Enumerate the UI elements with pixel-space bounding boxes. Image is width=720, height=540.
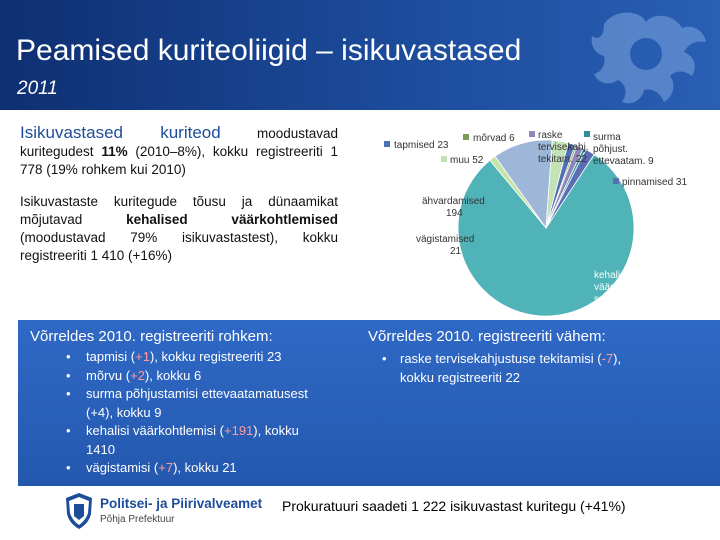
label-pinnamised: pinnamised 31	[622, 177, 688, 188]
year-subtitle: 2011	[17, 78, 58, 99]
intro-p2-text-b: (moodustavad 79% isikuvastastest), kokku registreeriti 1 410 (+16%)	[20, 230, 338, 263]
less-list	[382, 350, 718, 387]
label-ahvardamised-1: ähvardamised	[422, 196, 485, 207]
muu-marker	[441, 156, 447, 162]
label-raske-3: tekitam. 22	[538, 154, 587, 165]
intro-text-b: (2010–8%), kokku registreeriti 1 778 (19% rohkem kui 2010)	[20, 144, 338, 177]
label-surma-1: surma	[593, 132, 621, 143]
pie-chart	[360, 118, 720, 318]
org-name: Politsei- ja Piirivalveamet	[100, 496, 263, 511]
list-item: • mõrvu (+2), kokku 6	[66, 367, 366, 386]
intro-bold-percent: 11%	[101, 144, 128, 159]
summary-text: Prokuratuuri saadeti 1 222 isikuvastast kuritegu (+41%)	[282, 498, 626, 514]
intro-p2-bold: kehalised väärkohtlemised	[126, 212, 338, 227]
list-item: • vägistamisi (+7), kokku 21	[66, 459, 366, 478]
more-list	[66, 348, 366, 478]
intro-paragraph-1	[20, 124, 338, 179]
list-item: • surma põhjustamisi ettevaatamatusest (+4), kokku 9	[66, 385, 366, 422]
label-muu: muu 52	[450, 155, 484, 166]
label-kehalised-1: kehalised	[594, 270, 637, 281]
label-raske-1: raske	[538, 130, 563, 141]
title-banner	[0, 0, 720, 110]
police-shield-icon	[64, 492, 94, 530]
label-raske-2: tervisekahj.	[538, 142, 589, 153]
intro-text-a: moodustavad kuritegudest	[20, 126, 338, 159]
label-vagistamised-1: vägistamised	[416, 234, 475, 245]
list-item: • raske tervisekahjustuse tekitamisi (-7), kokku registreeriti 22	[382, 350, 718, 387]
tapmised-marker	[384, 141, 390, 147]
label-kehalised-2: väärkohtlemi	[594, 282, 651, 293]
list-item: • tapmisi (+1), kokku registreeriti 23	[66, 348, 366, 367]
page-title: Peamised kuriteoliigid – isikuvastased	[16, 34, 522, 67]
org-sub: Põhja Prefektuur	[100, 514, 175, 525]
label-vagistamised-2: 21	[450, 246, 462, 257]
label-ahvardamised-2: 194	[446, 208, 463, 219]
intro-paragraph-2	[20, 193, 338, 265]
surma-marker	[584, 131, 590, 137]
mõrvad-marker	[463, 134, 469, 140]
raske-marker	[529, 131, 535, 137]
lion-crest-icon	[584, 4, 714, 108]
less-title: Võrreldes 2010. registreeriti vähem:	[368, 328, 606, 345]
label-surma-2: põhjust.	[593, 144, 629, 155]
intro-text	[20, 124, 338, 279]
intro-p2-text-a: Isikuvastaste kuritegude tõusu ja dünaamikat mõjutavad	[20, 194, 338, 227]
comparison-panel	[18, 320, 720, 486]
list-item: • kehalisi väärkohtlemisi (+191), kokku 1410	[66, 422, 366, 459]
intro-highlight: Isikuvastased kuriteod	[20, 123, 221, 142]
label-kehalised-3: sed 1410	[594, 294, 636, 305]
footer	[0, 486, 720, 540]
pinnamised-marker	[613, 178, 619, 184]
label-mõrvad: mõrvad 6	[473, 133, 515, 144]
label-tapmised: tapmised 23	[394, 140, 449, 151]
label-surma-3: ettevaatam. 9	[593, 156, 654, 167]
more-title: Võrreldes 2010. registreeriti rohkem:	[30, 328, 273, 345]
